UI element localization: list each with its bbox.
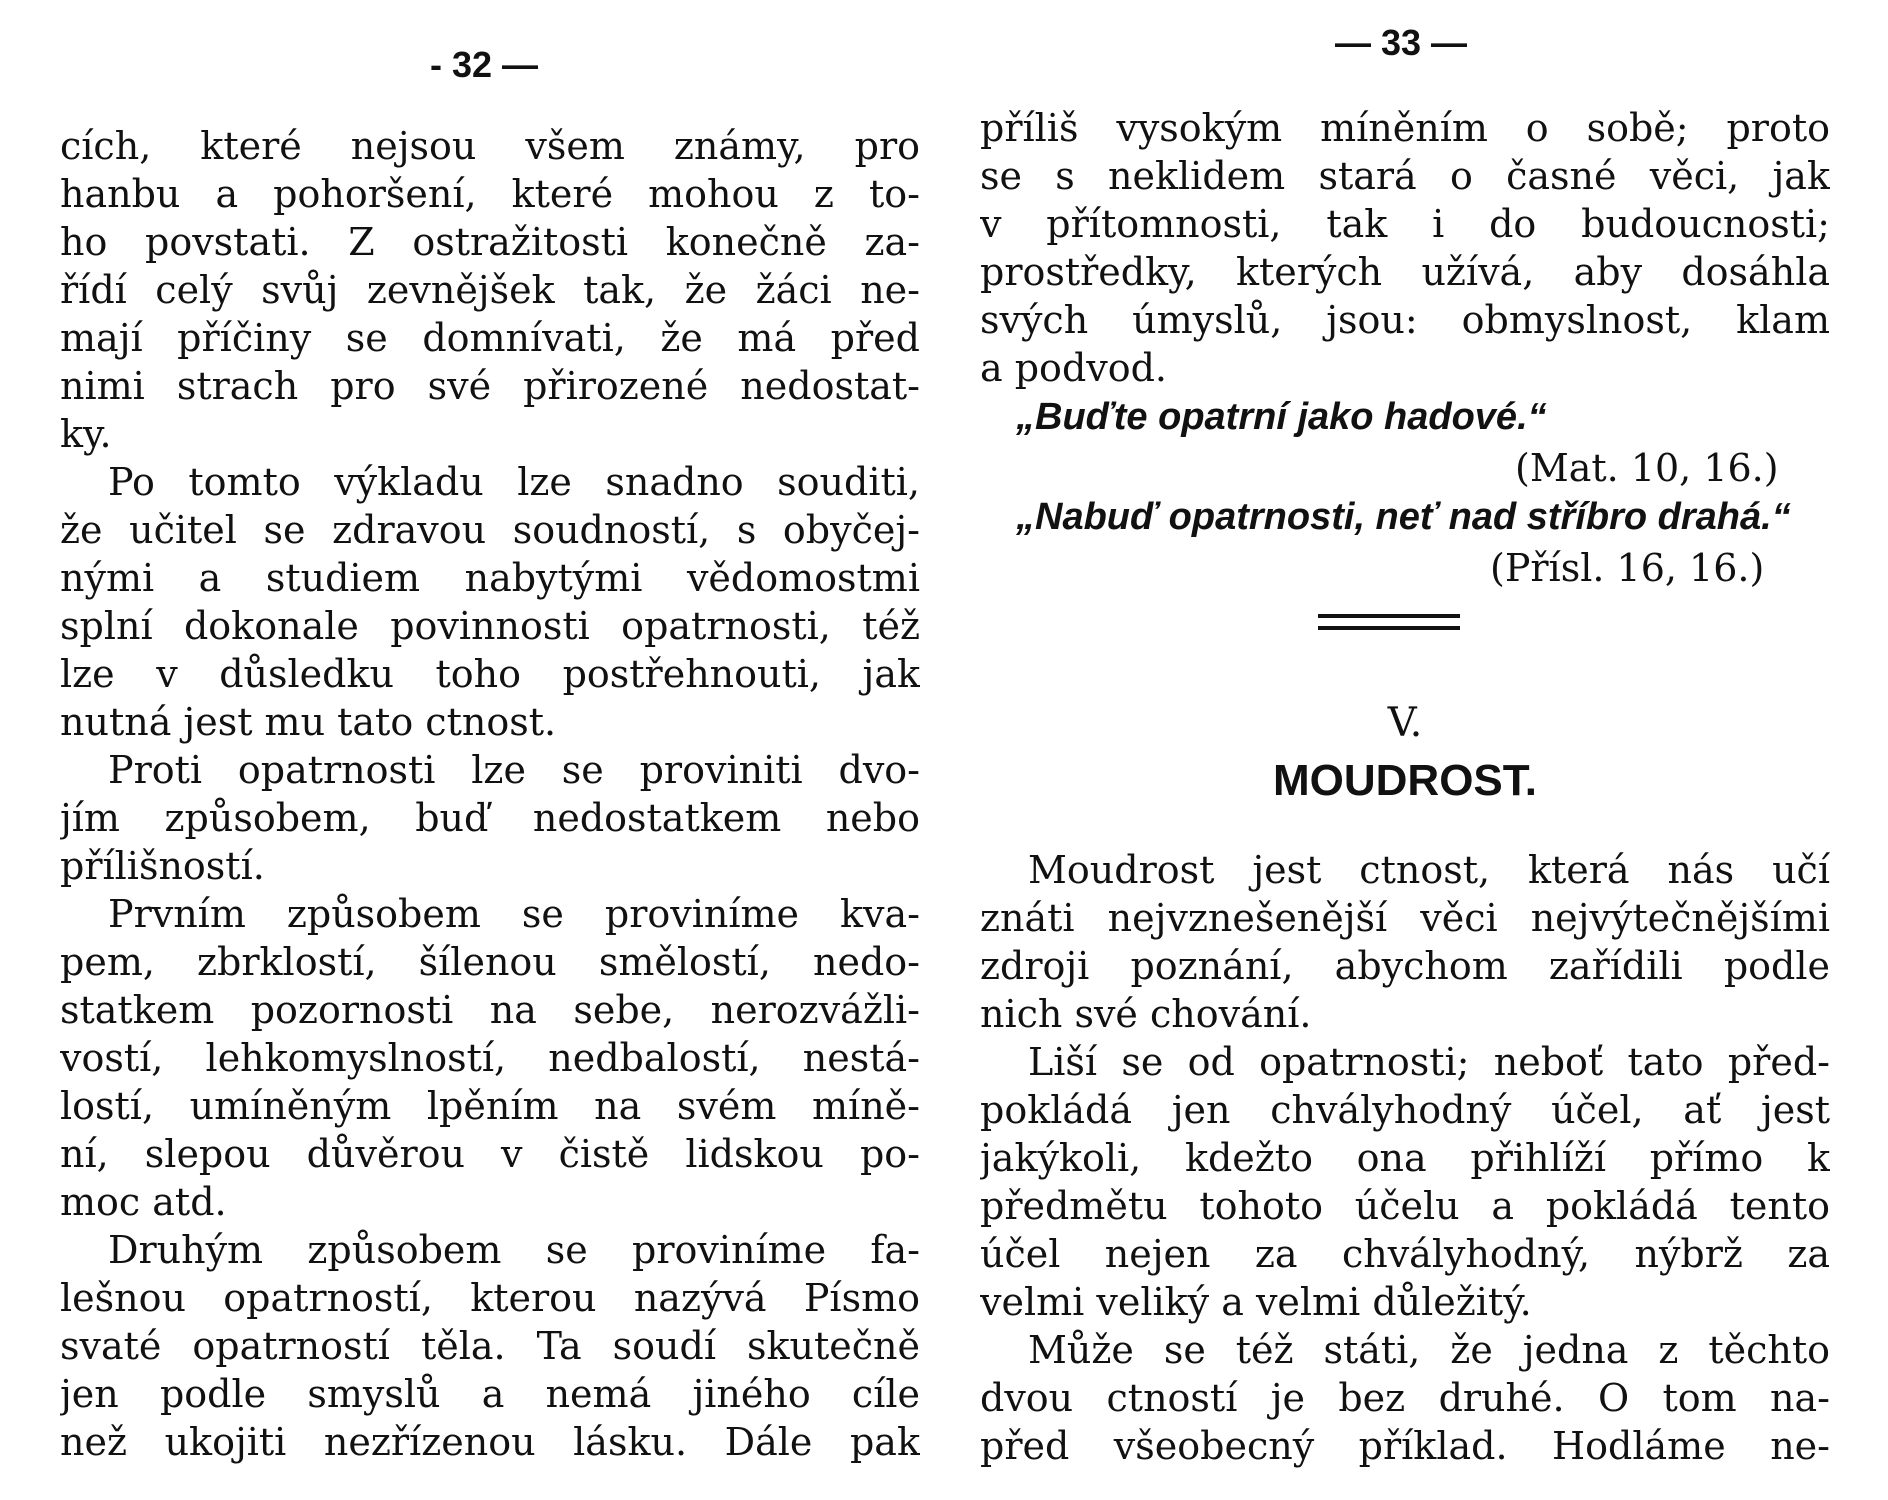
text-line: nich své chování. xyxy=(980,992,1312,1036)
text-line: nými a studiem nabytými vědomostmi xyxy=(60,556,920,600)
text-line: mají příčiny se domnívati, že má před xyxy=(60,316,920,360)
text-line: jakýkoli, kdežto ona přihlíží přímo k xyxy=(980,1136,1830,1180)
text-line: než ukojiti nezřízenou lásku. Dále pak xyxy=(60,1420,920,1464)
text-line: nimi strach pro své přirozené nedostat- xyxy=(60,364,920,408)
text-line: pokládá jen chvályhodný účel, ať jest xyxy=(980,1088,1830,1132)
text-line: a podvod. xyxy=(980,346,1168,390)
text-line: lze v důsledku toho postřehnouti, jak xyxy=(60,652,920,696)
text-line: svaté opatrností těla. Ta soudí skutečně xyxy=(60,1324,920,1368)
text-line: že učitel se zdravou soudností, s obyčej- xyxy=(60,508,920,552)
text-line: účel nejen za chvályhodný, nýbrž za xyxy=(980,1232,1830,1276)
text-line: jím způsobem, buď nedostatkem nebo xyxy=(60,796,920,840)
text-line: vostí, lehkomyslností, nedbalostí, nestá- xyxy=(60,1036,920,1080)
text-line: se s neklidem stará o časné věci, jak xyxy=(980,154,1830,198)
text-line: Moudrost jest ctnost, která nás učí xyxy=(1028,848,1830,892)
chapter-title: MOUDROST. xyxy=(1273,756,1537,805)
text-line: prostředky, kterých užívá, aby dosáhla xyxy=(980,250,1830,294)
citation-proverbs: (Přísl. 16, 16.) xyxy=(1490,546,1765,590)
right-intro-text xyxy=(980,104,1830,392)
text-line: cích, které nejsou všem známy, pro xyxy=(60,124,920,168)
section-divider-top xyxy=(1318,614,1460,618)
text-line: jen podle smyslů a nemá jiného cíle xyxy=(60,1372,920,1416)
quote-matthew: „Buďte opatrní jako hadové.“ xyxy=(1016,396,1547,438)
text-line: lešnou opatrností, kterou nazývá Písmo xyxy=(60,1276,920,1320)
text-line: předmětu tohoto účelu a pokládá tento xyxy=(980,1184,1830,1228)
text-line: před všeobecný příklad. Hodláme ne- xyxy=(980,1424,1830,1468)
text-line: lostí, umíněným lpěním na svém míně- xyxy=(60,1084,920,1128)
text-line: Liší se od opatrnosti; neboť tato před- xyxy=(1028,1040,1830,1084)
text-line: hanbu a pohoršení, které mohou z to- xyxy=(60,172,920,216)
section-divider-bottom xyxy=(1318,626,1460,630)
quote-proverbs: „Nabuď opatrnosti, neť nad stříbro drahá.“ xyxy=(1016,496,1791,538)
text-line: statkem pozornosti na sebe, nerozvážli- xyxy=(60,988,920,1032)
left-body-text xyxy=(60,122,920,1466)
text-line: Prvním způsobem se proviníme kva- xyxy=(108,892,920,936)
text-line: moc atd. xyxy=(60,1180,227,1224)
text-line: splní dokonale povinnosti opatrnosti, též xyxy=(60,604,920,648)
text-line: ní, slepou důvěrou v čistě lidskou po- xyxy=(60,1132,920,1176)
text-line: ky. xyxy=(60,412,112,456)
text-line: znáti nejvznešenější věci nejvýtečnějšími xyxy=(980,896,1830,940)
text-line: v přítomnosti, tak i do budoucnosti; xyxy=(980,202,1830,246)
chapter-number: V. xyxy=(1387,700,1423,746)
page-number-left: - 32 — xyxy=(430,44,539,85)
text-line: Po tomto výkladu lze snadno souditi, xyxy=(108,460,920,504)
citation-matthew: (Mat. 10, 16.) xyxy=(1515,446,1779,490)
text-line: příliš vysokým míněním o sobě; proto xyxy=(980,106,1830,150)
text-line: Proti opatrnosti lze se proviniti dvo- xyxy=(108,748,920,792)
text-line: řídí celý svůj zevnějšek tak, že žáci ne- xyxy=(60,268,920,312)
text-line: nutná jest mu tato ctnost. xyxy=(60,700,557,744)
page-number-right: — 33 — xyxy=(1335,22,1468,63)
text-line: Může se též státi, že jedna z těchto xyxy=(1028,1328,1830,1372)
right-body-text xyxy=(980,846,1830,1470)
text-line: velmi veliký a velmi důležitý. xyxy=(980,1280,1532,1324)
text-line: zdroji poznání, abychom zařídili podle xyxy=(980,944,1830,988)
text-line: Druhým způsobem se proviníme fa- xyxy=(108,1228,920,1272)
text-line: přílišností. xyxy=(60,844,265,888)
text-line: pem, zbrklostí, šílenou smělostí, nedo- xyxy=(60,940,920,984)
text-line: dvou ctností je bez druhé. O tom na- xyxy=(980,1376,1830,1420)
text-line: svých úmyslů, jsou: obmyslnost, klam xyxy=(980,298,1830,342)
text-line: ho povstati. Z ostražitosti konečně za- xyxy=(60,220,920,264)
